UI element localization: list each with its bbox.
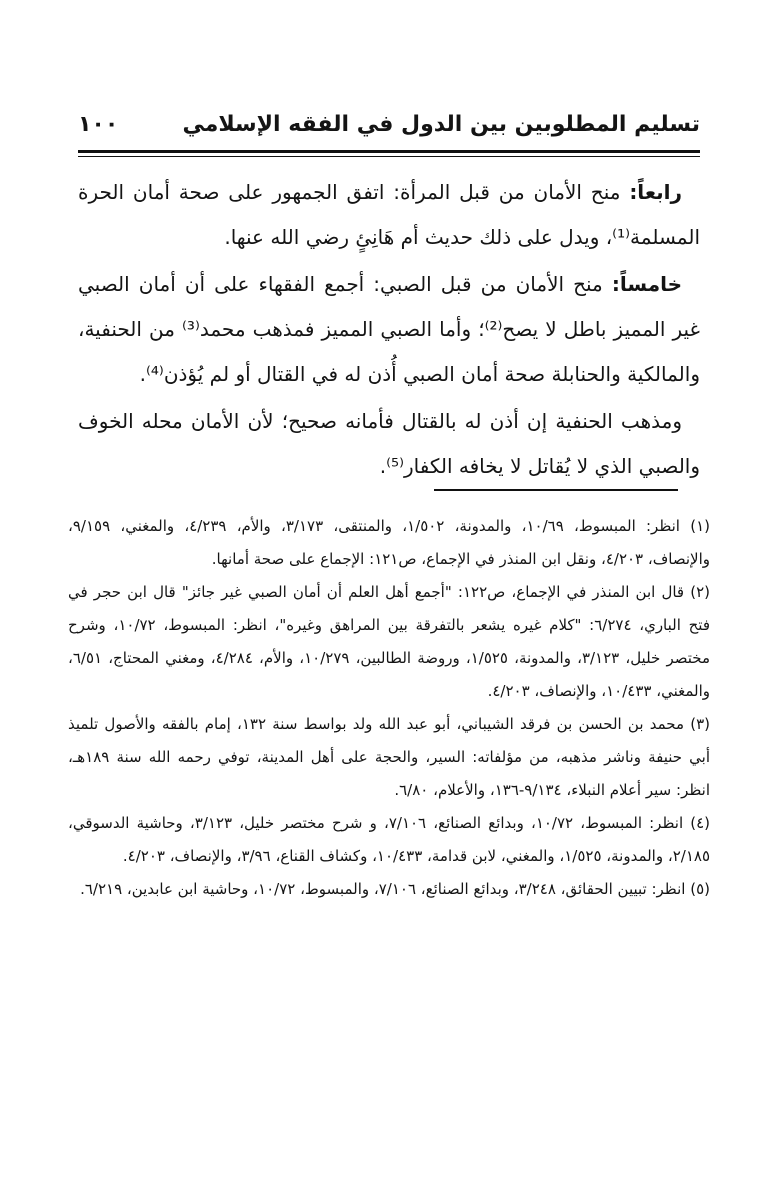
footnotes <box>68 510 710 906</box>
paragraph-fourth <box>78 170 700 260</box>
footnote: (٥) انظر: تبيين الحقائق، ٣/٢٤٨، وبدائع الصنائع، ٧/١٠٦، والمبسوط، ١٠/٧٢، وحاشية ابن عابدين، ٦/٢١٩. <box>80 880 710 898</box>
main-text <box>78 170 700 491</box>
paragraph-fourth-text: منح الأمان من قبل المرأة: اتفق الجمهور على صحة أمان الحرة المسلمة⁽¹⁾، ويدل على ذلك حديث أم هَانِئٍ رضي الله عنها. <box>78 180 700 249</box>
running-header <box>78 110 700 148</box>
paragraph-fifth <box>78 262 700 397</box>
footnote: (٤) انظر: المبسوط، ١٠/٧٢، وبدائع الصنائع، ٧/١٠٦، و شرح مختصر خليل، ٣/١٢٣، وحاشية الدسوقي، ٢/١٨٥، والمدونة، ١/٥٢٥، والمغني، لابن قدامة، ١٠/٤٣٣، وكشاف القناع، ٣/٩٦، والإنصاف، ٤/٢٠٣. <box>68 814 711 865</box>
header-rule-thin <box>78 156 700 157</box>
paragraph-fifth-text: منح الأمان من قبل الصبي: أجمع الفقهاء على أن أمان الصبي غير المميز باطل لا يصح⁽²⁾؛ وأما الصبي المميز فمذهب محمد⁽³⁾ من الحنفية، والمالكية والحنابلة صحة أمان الصبي أُذن له في القتال أو لم يُؤذن⁽⁴⁾. <box>78 272 700 386</box>
footnote: (٣) محمد بن الحسن بن فرقد الشيباني، أبو عبد الله ولد بواسط سنة ١٣٢، إمام بالفقه والأصول تلميذ أبي حنيفة وناشر مذهبه، من مؤلفاته: السير، والحجة على أهل المدينة، توفي رحمه الله سنة ١٨٩هـ، انظر: سير أعلام النبلاء، ٩/١٣٤-١٣٦، والأعلام، ٦/٨٠. <box>68 715 710 799</box>
paragraph-fifth-heading: خامساً: <box>611 272 682 296</box>
footnote: (١) انظر: المبسوط، ١٠/٦٩، والمدونة، ١/٥٠٢، والمنتقى، ٣/١٧٣، والأم، ٤/٢٣٩، والمغني، ٩/١٥٩، والإنصاف، ٤/٢٠٣، ونقل ابن المنذر في الإجماع، ص١٢١: الإجماع على صحة أمانها. <box>68 517 710 568</box>
header-rule-thick <box>78 150 700 153</box>
paragraph-fourth-heading: رابعاً: <box>629 180 682 204</box>
paragraph-hanafi: ومذهب الحنفية إن أذن له بالقتال فأمانه صحيح؛ لأن الأمان محله الخوف والصبي الذي لا يُقاتل لا يخافه الكفار⁽⁵⁾. <box>78 409 700 478</box>
book-title: تسليم المطلوبين بين الدول في الفقه الإسلامي <box>182 112 700 137</box>
page-number: ١٠٠ <box>78 112 119 137</box>
footnote-separator <box>434 489 678 491</box>
footnote: (٢) قال ابن المنذر في الإجماع، ص١٢٢: "أجمع أهل العلم أن أمان الصبي غير جائز" قال ابن حجر في فتح الباري، ٦/٢٧٤: "كلام غيره يشعر بالتفرقة بين المراهق وغيره"، انظر: المبسوط، ١٠/٧٢، وشرح مختصر خليل، ٣/١٢٣، والمدونة، ١/٥٢٥، وروضة الطالبين، ١٠/٢٧٩، والأم، ٤/٢٨٤، ومغني المحتاج، ٦/٥١، والمغني، ١٠/٤٣٣، والإنصاف، ٤/٢٠٣. <box>68 583 711 700</box>
